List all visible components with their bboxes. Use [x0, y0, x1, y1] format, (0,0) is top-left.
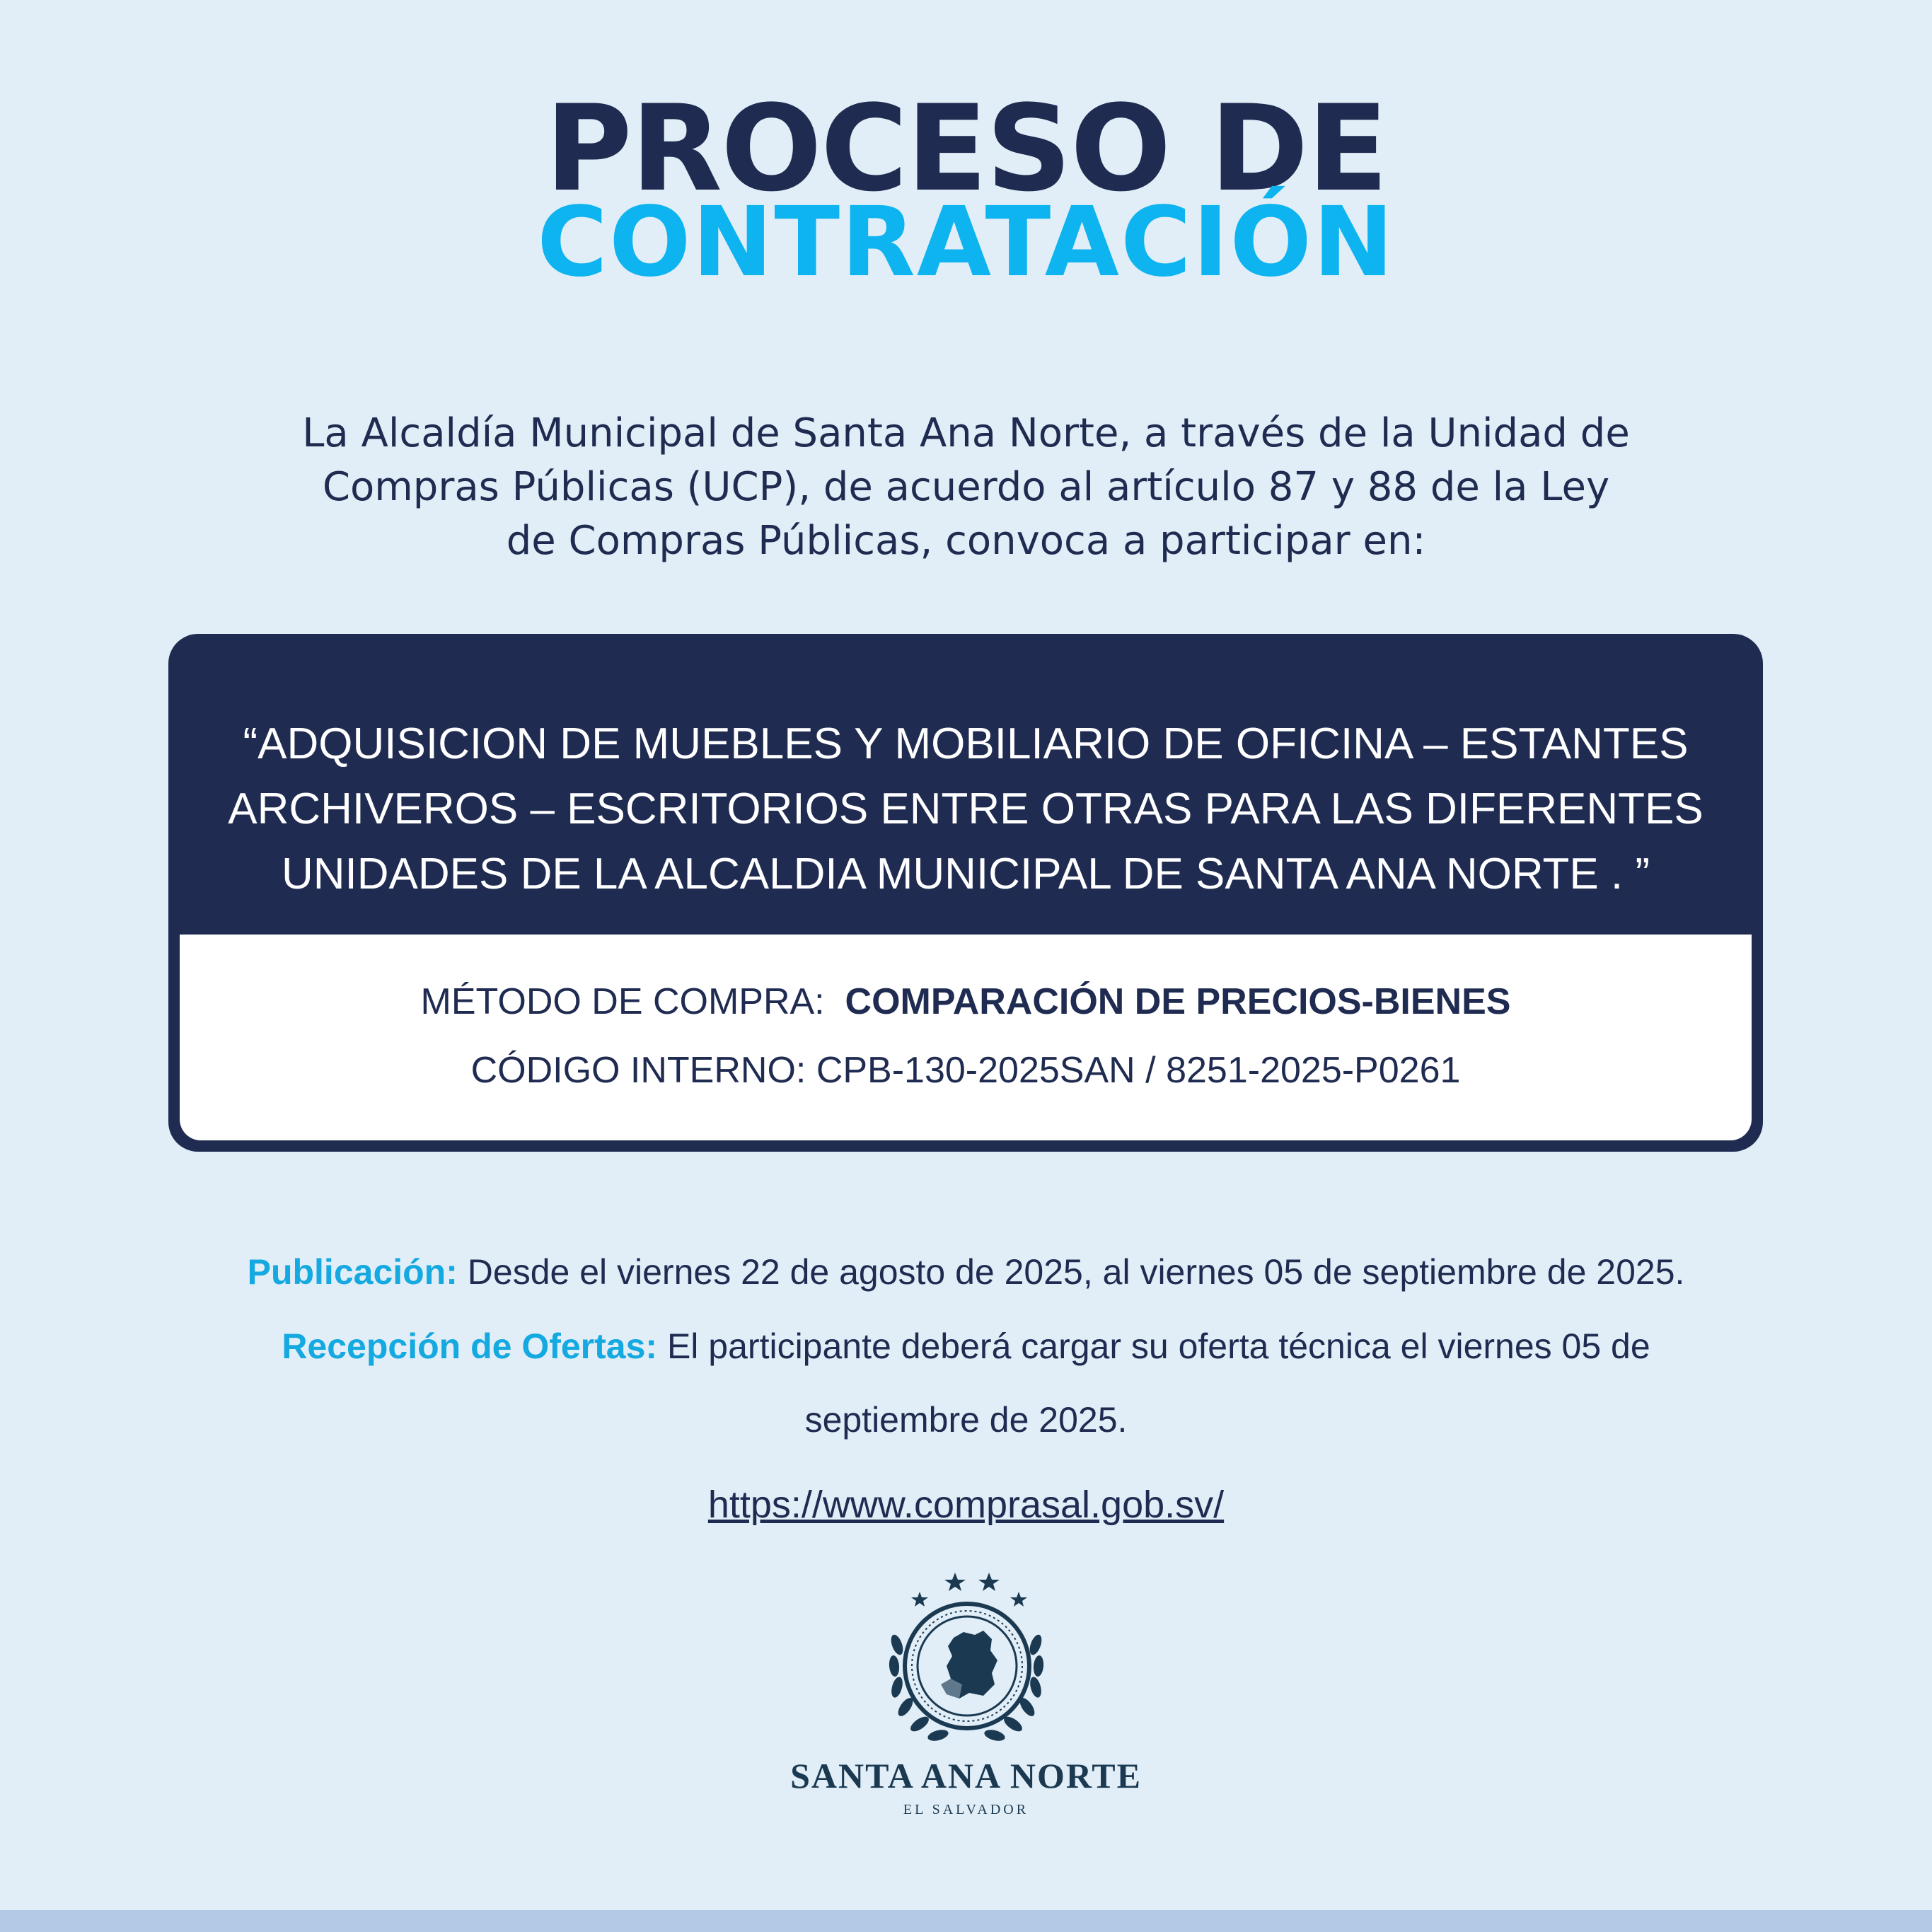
process-title-line: ARCHIVEROS – ESCRITORIOS ENTRE OTRAS PARA LAS DIFERENTES [228, 785, 1703, 833]
page-subtitle: CONTRATACIÓN [537, 187, 1395, 299]
municipal-seal-icon [870, 1567, 1062, 1758]
internal-code-label: CÓDIGO INTERNO: [470, 1050, 806, 1091]
internal-code-value: CPB-130-2025SAN / 8251-2025-P0261 [816, 1050, 1461, 1091]
purchase-method-value: COMPARACIÓN DE PRECIOS-BIENES [845, 981, 1511, 1022]
reception-info [0, 1321, 1932, 1371]
bottom-bar [0, 1910, 1932, 1932]
publication-info [0, 1247, 1932, 1297]
reception-text-2: septiembre de 2025. [804, 1400, 1128, 1440]
process-card [168, 634, 1763, 1152]
internal-code [180, 1046, 1752, 1095]
process-title-line: UNIDADES DE LA ALCALDIA MUNICIPAL DE SANTA ANA NORTE . ” [281, 850, 1650, 898]
intro-paragraph [212, 407, 1720, 568]
intro-line: Compras Públicas (UCP), de acuerdo al artículo 87 y 88 de la Ley [322, 464, 1610, 510]
process-title [168, 712, 1763, 907]
purchase-method-label: MÉTODO DE COMPRA: [420, 981, 825, 1022]
brand-country: EL SALVADOR [903, 1802, 1029, 1817]
process-title-line: “ADQUISICION DE MUEBLES Y MOBILIARIO DE OFICINA – ESTANTES [243, 719, 1689, 768]
brand-name: SANTA ANA NORTE [790, 1756, 1142, 1795]
comprasal-link[interactable]: https://www.comprasal.gob.sv/ [707, 1483, 1225, 1526]
page-title: PROCESO DE [545, 79, 1387, 218]
comprasal-link-wrapper [0, 1480, 1932, 1529]
reception-label: Recepción de Ofertas: [282, 1326, 658, 1366]
process-details [180, 935, 1752, 1140]
purchase-method [180, 977, 1752, 1026]
publication-text: Desde el viernes 22 de agosto de 2025, al viernes 05 de septiembre de 2025. [467, 1252, 1685, 1292]
reception-info-continued [0, 1395, 1932, 1445]
intro-line: La Alcaldía Municipal de Santa Ana Norte, a través de la Unidad de [302, 410, 1630, 456]
intro-line: de Compras Públicas, convoca a participar en: [506, 518, 1426, 564]
reception-text: El participante deberá cargar su oferta técnica el viernes 05 de [666, 1326, 1650, 1366]
publication-label: Publicación: [247, 1252, 458, 1292]
